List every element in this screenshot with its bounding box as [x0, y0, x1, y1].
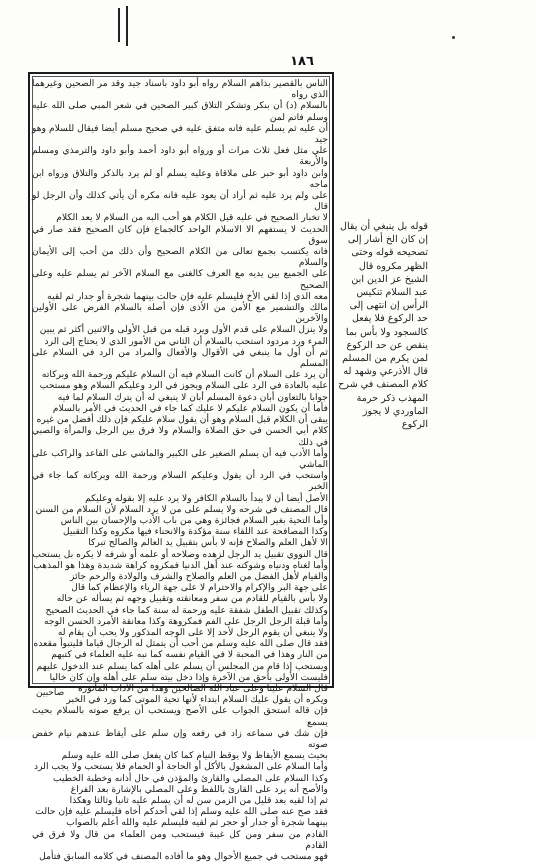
text-line: قال النووي تقبيل يد الرجل لزهده وصلاحه أو علمه أو شرفه لا يكره بل يستحب: [32, 548, 328, 560]
text-line: وكذا المصافحة عند اللقاء سنة مؤكدة والانحناء فيها مكروه وكذا التقبيل: [63, 526, 328, 538]
text-line: معه الذي إذا لقي الأخ فليسلم عليه فإن حالت بينهما شجرة أو جدار ثم لقيه: [47, 290, 328, 302]
text-line: وأما قبلة الرجل الرجل على الفم فمكروهة وكذا معانقة الأمرد الحسن الوجه: [44, 615, 328, 627]
text-line: على ولم يرد عليه ثم أراد أن يعود عليه فانه مكره أن يأتي كذلك وأن الرجل لو قال: [32, 190, 328, 213]
text-line: فإن قاله استحق الجواب على الأصح ويستحب أن يرفع صوته بالسلام بحيث يسمع: [32, 705, 328, 728]
text-line: وكذلك تقبيل الطفل شفقة عليه ورحمة له سنة كما جاء في الحديث الصحيح: [45, 604, 328, 616]
text-line: وابن داود أبو حبر على ملاقاة وعليه يسلم أو لم يرد بالذكر والتلاق ورواه ابن ماجه: [32, 167, 328, 190]
text-line: جوابا بالتعاون أبان دعوة المسلم أبان لا ينبغي له أن يترك السلام لما فيه: [57, 391, 328, 403]
text-line: بحيث يسمع الأيقاظ ولا يوقظ النيام كما كان يفعل صلى الله عليه وسلم: [61, 750, 328, 762]
text-line: ثم إذا لقيه بعد قليل من الزمن سن له أن يسلم عليه ثانيا وثالثا وهكذا: [69, 795, 328, 806]
page-number: ١٨٦: [290, 54, 314, 69]
text-line: من النار وهذا في المحبة لا في القيام نفسه كما نبه عليه العلماء في كتبهم: [51, 649, 328, 661]
text-line: فإن شك في سماعه زاد في رفعه وإن سلم على أيقاظ عندهم نيام خفض صوته: [32, 727, 328, 750]
text-line: لا تخبار الصحيح في عليه قيل الكلام هو أحب البه من السلام لا يعد الكلام: [56, 212, 328, 224]
text-line: والأصح أنه يرد على القارئ باللفظ وعلى المصلي بالإشارة بعد الفراغ: [70, 783, 328, 795]
text-line: مالك والتشمير مع الأمن من الأذى فإن أصله بالسلام الفرض على الأولين والآخرين: [32, 302, 328, 325]
text-line: أن يرد على السلام أن كانت السلام فيه أن السلام عليكم ورحمة الله وبركاته: [41, 369, 328, 381]
text-line: ولا ينبغي أن يقوم الرجل لأحد إلا على الوجه المذكور ولا يحب أن يقام له: [57, 626, 328, 638]
text-line: واستحب في الرد أن يقول وعليكم السلام ورحمة الله وبركاته كما جاء في الخبر: [32, 470, 328, 493]
margin-dot: [452, 36, 455, 39]
text-line: بينهما شجرة أو جدار أو حجر ثم لقيه فليسلم عليه والله أعلم بالصواب: [66, 817, 328, 829]
text-line: الناس بالقصير بذاهم السلام رواه أبو داود باسناد جيد وقد مر الصحين وغيرهما الذي رواه: [32, 78, 328, 101]
text-line: الا لأهل العلم والصلاح فإنه لا بأس بتقبيل يد العالم والصالح تبركا: [88, 537, 328, 549]
text-line: قال السلام علينا وعلى عباد الله الصالحين وهذا من الآداب المأثورة: [77, 682, 328, 694]
text-line: ويكره أن يقول عليك السلام ابتداء لأنها تحية الموتى كما ورد في الخبر: [66, 694, 328, 706]
text-line: الحديث لا يستفهم الا الاسلام الواحد كالجماع فإن كان الصحيح فقد صار في سوق: [32, 223, 328, 246]
text-line: فليست الأولى بأحق من الآخرة وإذا دخل بيته سلم على أهله وإن كان خاليا: [49, 671, 328, 683]
text-line: علي مثل فعل ثلاث مرات أو ورواه أبو داود أحمد وأبو داود والترمذي ومسلم والأربعة: [32, 145, 328, 168]
text-line: وأما لغناه ودنياه وشوكته عند أهل الدنيا فمكروه كراهة شديدة وهذا هو المذهب: [33, 559, 328, 571]
text-line: الأصل أيضا أن لا يبدأ بالسلام الكافر ولا يرد عليه إلا بقوله وعليكم: [85, 492, 328, 504]
text-line: وأما الأدب فيه أن يسلم الصغير على الكبير والماشي على القاعد والراكب على الماشي: [32, 447, 328, 470]
catchword: صاحبين: [36, 688, 65, 698]
text-line: كلام أبي الحسن في حق الصلاة والسلام ولا فرق بين الرجل والمرأة والصبي في ذلك: [32, 425, 328, 448]
text-line: وكذا السلام على المصلي والقارئ والمؤذن في حال أذانه وخطبة الخطيب: [52, 772, 328, 784]
text-line: ويستحب إذا قام من المجلس أن يسلم على أهله كما يسلم عند الدخول عليهم: [36, 660, 328, 672]
text-line: فقد صح عنه صلى الله عليه وسلم إذا لقي أحدكم أخاه فليسلم عليه فإن حالت: [35, 806, 328, 818]
text-line: ولا ينزل السلام على قدم الأول ويرد قبله من قبل الأولى والاثنين أكثر ثم يبين: [39, 324, 328, 336]
text-line: قال المصنف في شرحه ولا يسلم على من لا يرد السلام لأن السلام من السنن: [35, 503, 328, 515]
text-line: ثم أن أول ما ينبغي في الأقوال والأفعال والمراد من الرد في السلام على المسلم: [32, 346, 328, 370]
text-line: أن عليه ثم يسلم عليه فانه متفق عليه في صحيح مسلم أيضا فيقال للسلام وهو جيد: [32, 122, 328, 146]
text-line: القادم من سفر ومن كل غيبة فيستحب ومن العلماء من قال ولا فرق في القادم: [32, 828, 328, 851]
text-line: على جهة البر والإكرام والاحترام لا على جهة الرياء والإعظام كما قال: [71, 582, 328, 594]
text-line: عليه بالعادة في الرد على السلام ويجوز في الرد وعليكم السلام وهو مستحب: [39, 380, 328, 392]
text-line: والقيام لأهل الفضل من العلم والصلاح والشرف والولادة والرحم جائز: [70, 570, 328, 582]
text-line: المرء ورد مردود استحب بالسلام أن الثاني من الأمور الذي لا يحتاج إلى الرد: [44, 335, 328, 347]
text-line: بالسلام (د) أن بنكر وتشكر التلاق كبير الصحين في شعر المبي صلى الله عليه وسلم فاتم لمن: [32, 100, 328, 123]
text-line: يبقى أن الكلام قبل السلام وهو أن يقول سلام عليكم فإن ذلك أفضل من غيره: [36, 414, 328, 426]
text-line: وأما السلام على المشغول بالأكل أو الحاجة أو الحمام فلا يستحب ولا يجب الرد: [33, 761, 328, 773]
text-line: فانه يكتسب بجمع تعالى من الكلام الصحيح وأن ذلك من أحب إلى الأيمان والسلام: [32, 246, 328, 269]
text-line: على الجميع بين يديه مع العرف كالغنى مع السلام الآخر ثم يسلم عليه وعلى الصحيح: [32, 268, 328, 291]
text-line: فأما أن يكون السلام عليكم لا عليك كما جاء في الحديث في الأمر بالسلام: [52, 402, 328, 414]
text-line: فهو مستحب في جميع الأحوال وهو ما أفاده المصنف في كلامه السابق فتأمل: [39, 851, 328, 862]
text-line: ولا بأس بالقيام للقادم من سفر ومعانقته وتقبيل وجهه ثم يسأله عن حاله: [56, 593, 328, 605]
text-line: وأما التحية بغير السلام فجائزة وهي من باب الأدب والإحسان بين الناس: [60, 514, 328, 526]
text-line: فقد قال صلى الله عليه وسلم من أحب أن يتمثل له الرجال قياما فليتبوأ مقعده: [33, 638, 328, 650]
top-margin-mark: [118, 8, 120, 42]
margin-gloss: قوله بل ينبغي أن يقال إن كان الخ أشار إلى تصحيحه قوله وحتى الظهر مكروه قال الشيخ عز الدين ابن عبد السلام تنكيس الرأس إن انتهى إلى حد الركوع فلا يفعل كالسجود ولا بأس بما ينقص عن حد الركوع لمن يكرم من المسلم قال الأذرعي وشهد له كلام المصنف في شرح المهذب ذكر حرمة الماوردي لا يجوز الركوع: [338, 221, 428, 431]
top-margin-mark: [126, 6, 128, 46]
